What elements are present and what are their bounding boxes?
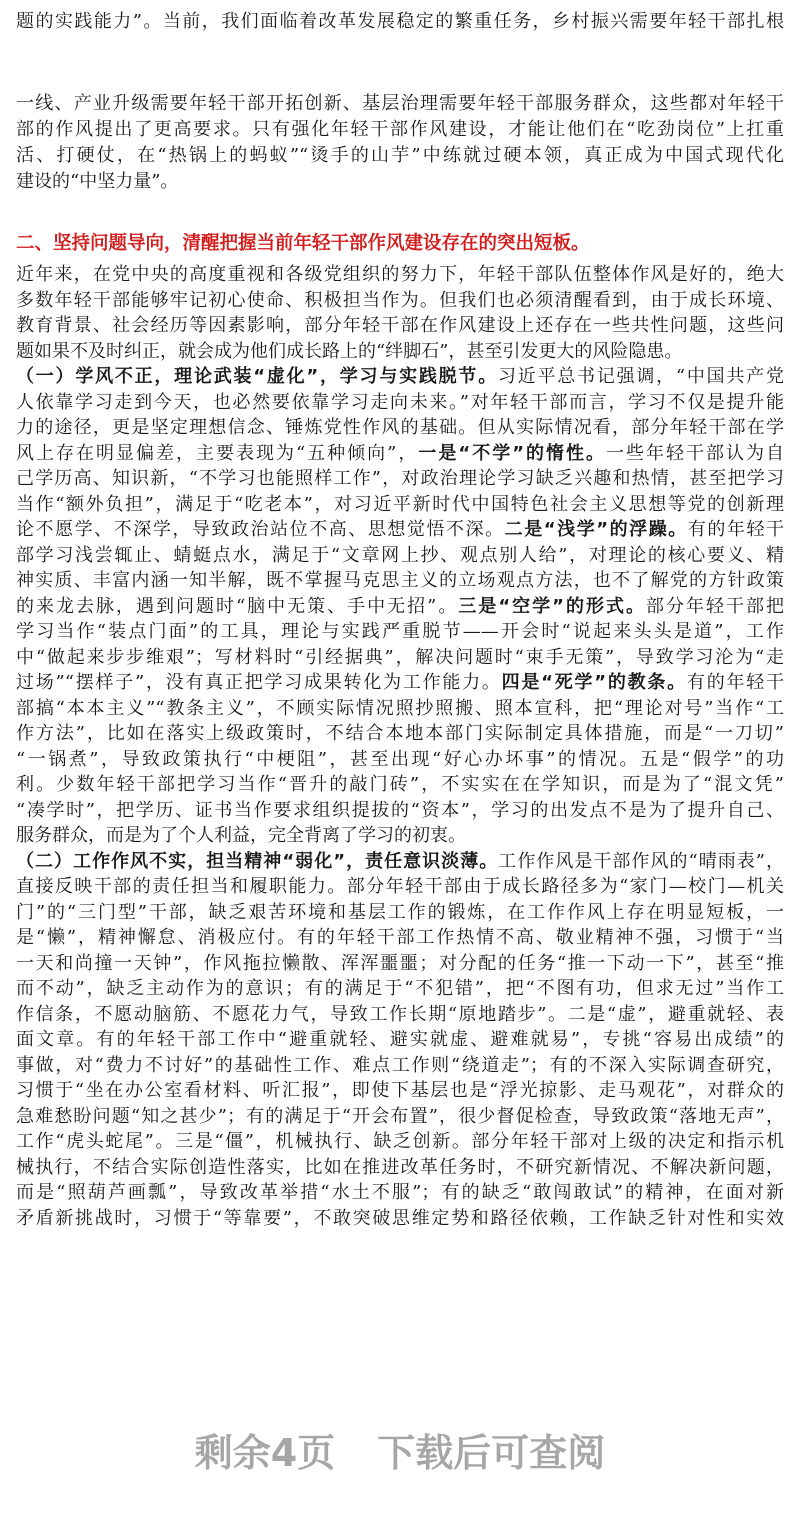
text-run: 当作“额外负担”，满足于“吃老本”，对习近平新时代中国特色社会主义思想等党的创新理: [16, 493, 784, 515]
text-run: 门”的“三门型”干部，缺乏艰苦环境和基层工作的锻炼，在工作作风上存在明显短板，一: [16, 901, 784, 923]
bold-text: 四是“死学”的教条。: [501, 672, 687, 693]
text-run: 作方法”，比如在落实上级政策时，不结合本地本部门实际制定具体措施，而是“一刀切”: [16, 723, 784, 744]
text-line: [16, 1155, 784, 1181]
bold-text: （二）工作作风不实，担当精神“弱化”，责任意识淡薄。: [16, 850, 499, 872]
text-line: [16, 619, 784, 645]
text-run: 一线、产业升级需要年轻干部开拓创新、基层治理需要年轻干部服务群众，这些都对年轻干: [16, 93, 784, 114]
text-line: [16, 1078, 784, 1104]
text-line: [16, 900, 784, 926]
text-run: 服务群众，而是为了个人利益，完全背离了学习的初衷。: [16, 825, 466, 846]
text-run: 有的年轻干: [686, 672, 784, 693]
text-line: [16, 339, 784, 365]
text-line: [16, 696, 784, 722]
text-run: 人依靠学习走到今天，也必然要依靠学习走向未来。”对年轻干部而言，学习不仅是提升能: [16, 391, 784, 413]
bold-text: 二是“浅学”的浮躁。: [504, 519, 688, 540]
text-run: 而是“照葫芦画瓢”，导致改革举措“水土不服”；有的缺乏“敢闯敢试”的精神，在面对新: [16, 1182, 784, 1203]
text-run: 事做，对“费力不讨好”的基础性工作、难点工作则“绕道走”；有的不深入实际调查研究，: [16, 1054, 784, 1076]
text-line: [16, 721, 784, 747]
text-run: 是“懒”，精神懈怠、消极应付。有的年轻干部工作热情不高、敬业精神不强，习惯于“当: [16, 927, 784, 948]
text-line: [16, 823, 784, 849]
text-run: 习近平总书记强调，“中国共产党: [497, 366, 784, 387]
download-banner: [0, 1422, 800, 1477]
text-line: [16, 492, 784, 518]
text-run: 工作作风是干部作风的“晴雨表”，: [498, 850, 784, 872]
text-line: [16, 849, 784, 875]
text-run: 利。少数年轻干部把学习当作“晋升的敲门砖”，不实实在在学知识，而是为了“混文凭”: [16, 774, 784, 795]
text-run: 直接反映干部的责任担当和履职能力。部分年轻干部由于成长路径多为“家门—校门—机关: [16, 876, 784, 897]
text-run: 中“做起来步步维艰”；写材料时“引经据典”，解决问题时“束手无策”，导致学习沦为“走: [16, 646, 784, 668]
text-line: [16, 466, 784, 492]
intro-paragraph-2: [16, 91, 784, 195]
text-run: 部分年轻干部把: [646, 595, 784, 617]
text-run: 部搞“本本主义”“教条主义”，不顾实际情况照抄照搬、照本宣科，把“理论对号”当作“工: [16, 697, 784, 719]
bold-text: 一是“不学”的惰性。: [418, 442, 607, 464]
text-run: 一些年轻干部认为自: [606, 442, 784, 464]
text-line: [16, 747, 784, 773]
text-line: [16, 288, 784, 314]
text-line: [16, 441, 784, 467]
text-run: 作信条，不愿动脑筋、不愿花力气，导致工作长期“原地踏步”。二是“虚”，避重就轻、表: [16, 1003, 784, 1025]
text-line: [16, 925, 784, 951]
text-line: [16, 951, 784, 977]
text-run: 论不愿学、不深学，导致政治站位不高、思想觉悟不深。: [16, 519, 505, 540]
text-line: [16, 117, 784, 143]
text-run: 力的途径，更是坚定理想信念、锤炼党性作风的基础。但从实际情况看，部分年轻干部在学: [16, 417, 784, 438]
text-run: 教育背景、社会经历等因素影响，部分年轻干部在作风建设上还存在一些共性问题，这些问: [16, 315, 784, 336]
download-to-view-label: 下载后可查阅: [377, 1431, 606, 1475]
text-run: 急难愁盼问题“知之甚少”；有的满足于“开会布置”，很少督促检查，导致政策“落地无声”，: [16, 1105, 784, 1127]
text-line: [16, 772, 784, 798]
text-line: [16, 364, 784, 390]
document-body: [16, 262, 784, 1231]
text-line: [16, 313, 784, 339]
text-run: 的来龙去脉，遇到问题时“脑中无策、手中无招”。: [16, 595, 459, 617]
text-line: [16, 670, 784, 696]
text-line: [16, 645, 784, 671]
text-run: 部的作风提出了更高要求。只有强化年轻干部作风建设，才能让他们在“吃劲岗位”上扛重: [16, 119, 784, 140]
section-heading: 二、坚持问题导向，清醒把握当前年轻干部作风建设存在的突出短板。: [16, 233, 590, 254]
text-line: [16, 143, 784, 169]
text-line: [16, 1206, 784, 1232]
intro-paragraph: [16, 9, 784, 35]
text-line: [16, 262, 784, 288]
text-line: [16, 976, 784, 1002]
text-run: 题如果不及时纠正，就会成为他们成长路上的“绊脚石”，甚至引发更大的风险隐患。: [16, 340, 683, 362]
text-line: [16, 1129, 784, 1155]
bold-text: 三是“空学”的形式。: [458, 595, 646, 617]
text-line: [16, 1027, 784, 1053]
text-run: 多数年轻干部能够牢记初心使命、积极担当作为。但我们也必须清醒看到，由于成长环境、: [16, 289, 784, 311]
text-run: 神实质、丰富内涵一知半解，既不掌握马克思主义的立场观点方法，也不了解党的方针政策: [16, 570, 784, 591]
text-line: [16, 415, 784, 441]
text-run: 而不动”，缺乏主动作为的意识；有的满足于“不犯错”，把“不图有功，但求无过”当作工: [16, 978, 784, 999]
text-line: [16, 1002, 784, 1028]
text-run: 过场”“摆样子”，没有真正把学习成果转化为工作能力。: [16, 672, 502, 693]
text-line: [16, 594, 784, 620]
text-run: 面文章。有的年轻干部工作中“避重就轻、避实就虚、避难就易”，专挑“容易出成绩”的: [16, 1029, 784, 1050]
text-run: 学习当作“装点门面”的工具，理论与实践严重脱节——开会时“说起来头头是道”，工作: [16, 621, 784, 642]
text-run: 题的实践能力”。当前，我们面临着改革发展稳定的繁重任务，乡村振兴需要年轻干部扎根: [16, 11, 784, 32]
bold-text: （一）学风不正，理论武装“虚化”，学习与实践脱节。: [16, 366, 498, 387]
text-line: [16, 9, 784, 35]
text-run: 械执行，不结合实际创造性落实，比如在推进改革任务时，不研究新情况、不解决新问题，: [16, 1156, 784, 1178]
text-line: [16, 517, 784, 543]
text-run: 风上存在明显偏差，主要表现为“五种倾向”，: [16, 442, 419, 464]
text-run: 矛盾新挑战时，习惯于“等靠要”，不敢突破思维定势和路径依赖，工作缺乏针对性和实效: [16, 1207, 784, 1229]
text-line: [16, 798, 784, 824]
text-run: 建设的“中坚力量”。: [16, 171, 179, 192]
text-line: [16, 1104, 784, 1130]
text-run: 部学习浅尝辄止、蜻蜓点水，满足于“文章网上抄、观点别人给”，对理论的核心要义、精: [16, 544, 784, 566]
text-run: 近年来，在党中央的高度重视和各级党组织的努力下，年轻干部队伍整体作风是好的，绝大: [16, 264, 784, 285]
text-run: “一锅煮”，导致政策执行“中梗阻”，甚至出现“好心办坏事”的情况。五是“假学”的功: [16, 748, 784, 770]
text-run: 活、打硬仗，在“热锅上的蚂蚁”“烫手的山芋”中练就过硬本领，真正成为中国式现代化: [16, 145, 784, 166]
text-run: 工作“虎头蛇尾”。三是“僵”，机械执行、缺乏创新。部分年轻干部对上级的决定和指示机: [16, 1131, 784, 1152]
text-line: [16, 390, 784, 416]
text-run: 己学历高、知识新，“不学习也能照样工作”，对政治理论学习缺乏兴趣和热情，甚至把学习: [16, 468, 784, 489]
text-run: 有的年轻干: [687, 519, 784, 540]
text-run: 习惯于“坐在办公室看材料、听汇报”，即使下基层也是“浮光掠影、走马观花”，对群众的: [16, 1080, 784, 1101]
text-line: [16, 568, 784, 594]
text-line: [16, 91, 784, 117]
text-line: [16, 1180, 784, 1206]
text-run: 一天和尚撞一天钟”，作风拖拉懒散、浑浑噩噩；对分配的任务“推一下动一下”，甚至“推: [16, 952, 784, 974]
text-line: [16, 874, 784, 900]
text-line: [16, 543, 784, 569]
text-line: [16, 1053, 784, 1079]
text-run: “凑学时”，把学历、证书当作要求组织提拔的“资本”，学习的出发点不是为了提升自己、: [16, 799, 784, 821]
text-line: [16, 169, 784, 195]
remaining-pages-label: 剩余4页: [194, 1431, 336, 1475]
